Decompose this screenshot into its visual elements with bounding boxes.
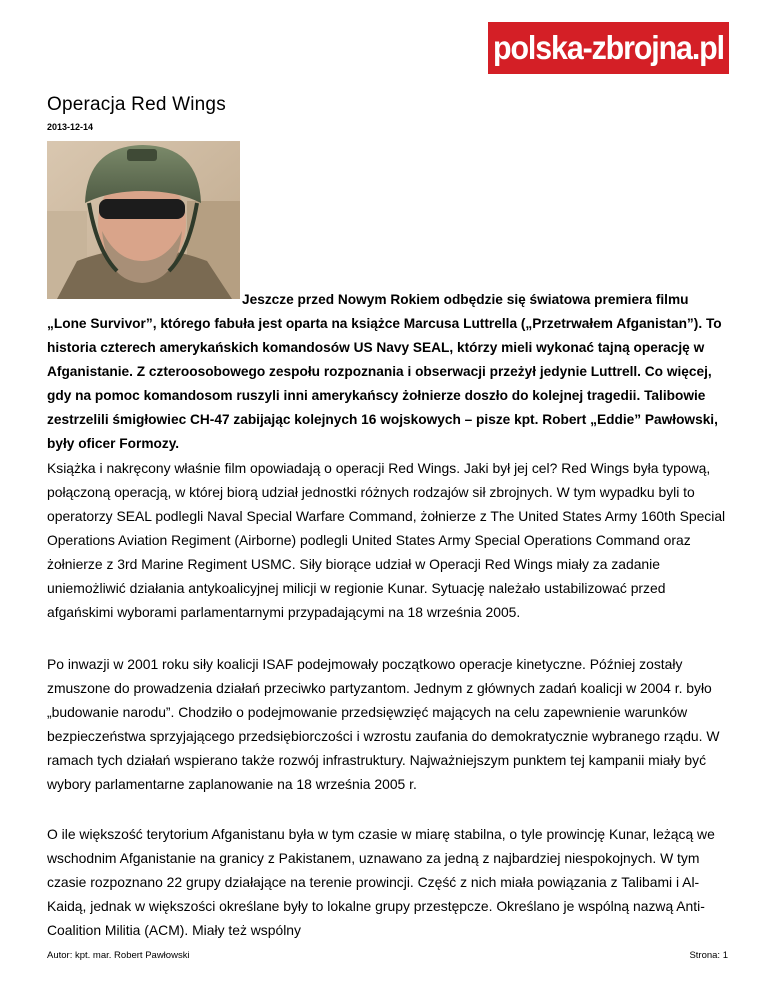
lead-indent [47, 303, 242, 304]
article-date: 2013-12-14 [47, 122, 94, 132]
site-logo[interactable] [488, 22, 729, 74]
article-lead [47, 288, 727, 456]
article-paragraph: Po inwazji w 2001 roku siły koalicji ISAF podejmowały początkowo operacje kinetyczne. Później zostały zmuszone do prowadzenia działań przeciwko partyzantom. Jednym z głównych zadań koalicji w 2004 r. było „budowanie narodu”. Chodziło o podejmowanie przedsięwzięć mających na celu zapewnienie warunków bezpieczeństwa sprzyjającego przedsiębiorczości i wzrostu zaufania do demokratycznie wybranego rządu. W ramach tych działań wspierano także rozwój infrastruktury. Najważniejszym punktem tej kampanii miały być wybory parlamentarne zaplanowanie na 18 września 2005 r. [47, 656, 720, 792]
footer-author: Autor: kpt. mar. Robert Pawłowski [47, 950, 190, 961]
site-logo-text: polska-zbrojna.pl [493, 29, 724, 66]
article-title: Operacja Red Wings [47, 94, 226, 115]
article-paragraph: Książka i nakręcony właśnie film opowiadają o operacji Red Wings. Jaki był jej cel? Red Wings była typową, połączoną operacją, w której biorą udział jednostki różnych rodzajów sił zbrojnych. W tym wypadku byli to operatorzy SEAL podlegli Naval Special Warfare Command, żołnierze z The United States Army 160th Special Operations Aviation Regiment (Airborne) podlegli United States Army Special Operations Command oraz żołnierze z 3rd Marine Regiment USMC. Siły biorące udział w Operacji Red Wings miały za zadanie uniemożliwić działania antykoalicyjnej milicji w regionie Kunar. Sytuację należało ustabilizować przed afgańskimi wyborami parlamentarnymi przypadającymi na 18 września 2005. [47, 460, 726, 620]
article-lead-text: Jeszcze przed Nowym Rokiem odbędzie się światowa premiera filmu „Lone Survivor”, którego fabuła jest oparta na książce Marcusa Luttrella („Przetrwałem Afganistan”). To historia czterech amerykańskich komandosów US Navy SEAL, którzy mieli wykonać tajną operację w Afganistanie. Z czteroosobowego zespołu rozpoznania i obserwacji przeżył jedynie Luttrell. Co więcej, gdy na pomoc komandosom ruszyli inni amerykańscy żołnierze doszło do kolejnej tragedii. Talibowie zestrzelili śmigłowiec CH-47 zabijając kolejnych 16 wojskowych – pisze kpt. Robert „Eddie” Pawłowski, były oficer Formozy. [47, 292, 722, 451]
author-photo [47, 141, 240, 299]
footer-page-number: Strona: 1 [689, 950, 728, 961]
article-paragraph: O ile większość terytorium Afganistanu była w tym czasie w miarę stabilna, o tyle prowincję Kunar, leżącą we wschodnim Afganistanie na granicy z Pakistanem, uznawano za jedną z najbardziej niespokojnych. W tym czasie rozpoznano 22 grupy działające na terenie prowincji. Część z nich miała powiązania z Talibami i Al-Kaidą, jednak w większości określane były to lokalne grupy przestępcze. Określano je wspólną nazwą Anti-Coalition Militia (ACM). Miały też wspólny [47, 826, 715, 938]
